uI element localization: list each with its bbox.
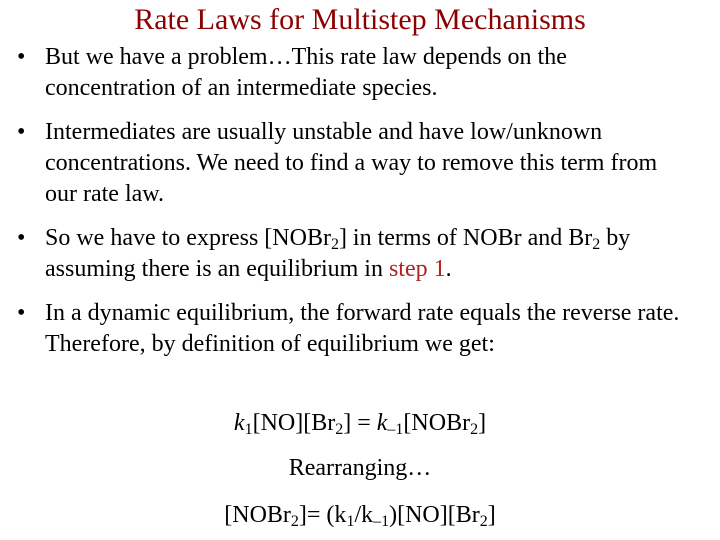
bullet-text-part: .	[445, 256, 452, 282]
bullet-item-1	[0, 42, 720, 104]
rate-constant: k	[233, 410, 245, 436]
rate-constant: k	[376, 410, 388, 436]
subscript: 1	[244, 421, 253, 438]
subscript: 2	[335, 421, 344, 438]
bullet-text-part: ] in terms of NOBr and Br	[338, 225, 593, 251]
bullet-text: Intermediates are usually unstable and have low/unknown concentrations. We need to find a way to remove this term from our rate law.	[45, 119, 658, 207]
subscript: 2	[592, 236, 601, 253]
slide-title: Rate Laws for Multistep Mechanisms	[134, 3, 586, 36]
subscript: 1	[346, 513, 355, 530]
subscript: 2	[479, 513, 488, 530]
bullet-text-part: So we have to express [NOBr	[45, 225, 331, 251]
equation-part: [NOBr	[224, 502, 291, 528]
bullet-text: In a dynamic equilibrium, the forward rate equals the reverse rate. Therefore, by definition of equilibrium we get:	[45, 300, 680, 357]
equation-part: )[NO][Br	[389, 502, 480, 528]
rearranging-label: Rearranging…	[288, 455, 432, 481]
bullet-list	[0, 42, 720, 373]
bullet-item-3	[0, 223, 720, 285]
rearranged-equation	[0, 500, 720, 530]
equation-part: [NOBr	[403, 410, 471, 436]
equation-part: ]	[478, 410, 487, 436]
subscript: –1	[387, 421, 404, 438]
equilibrium-equation	[0, 408, 720, 438]
bullet-dot-icon: •	[17, 225, 26, 251]
equation-part: ]	[487, 502, 496, 528]
subscript: 2	[290, 513, 299, 530]
bullet-text: But we have a problem…This rate law depends on the concentration of an intermediate species.	[45, 44, 567, 101]
equation-part: [NO][Br	[252, 410, 336, 436]
subscript: –1	[373, 513, 390, 530]
subscript: 2	[470, 421, 479, 438]
bullet-item-2	[0, 117, 720, 210]
equation-part: ]= (k	[298, 502, 347, 528]
equation-part: ] =	[343, 410, 377, 436]
bullet-dot-icon: •	[17, 44, 26, 70]
subscript: 2	[330, 236, 339, 253]
bullet-text-part: by assuming there is an equilibrium in	[45, 225, 631, 282]
bullet-dot-icon: •	[17, 300, 26, 326]
equation-part: /k	[354, 502, 374, 528]
highlighted-text: step 1	[388, 256, 446, 282]
bullet-dot-icon: •	[17, 119, 26, 145]
bullet-item-4	[0, 298, 720, 360]
